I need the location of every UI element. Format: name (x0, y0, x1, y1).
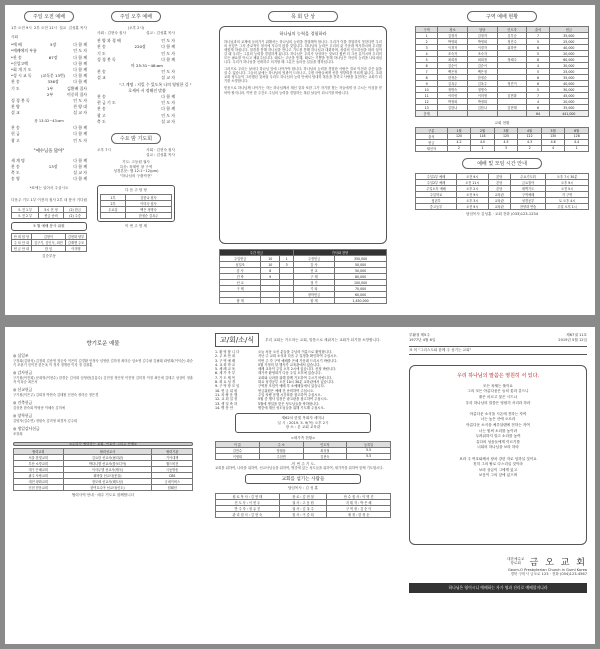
bulletin-outer-page (5, 327, 595, 644)
offering-row: 선 교 절 기 100,000 (220, 280, 387, 286)
mission-row: 인천 믿음교회 한여호수아 선교사(인도) 컴패션 (14, 485, 193, 491)
servants-subtitle: 담임목사 : 김 성 훈 (287, 486, 319, 491)
order-item: 광 고 인 도 자 (97, 112, 175, 118)
am-service-top: 1부 오전 9시 2부 오전 11시 설교 김성훈 목사 (11, 26, 87, 30)
news-item: 2. 주 보 안 내 지난 주 교회 소식과 다음 주 일정을 확인하여 주십시오. (215, 354, 338, 359)
servants-table (215, 493, 391, 518)
cover-verse-lines (414, 384, 582, 479)
servant-row: 전 도 사 : 이 현 우 권 사 : 고 동 원 지 휘 자 : 박 은 혜 (216, 499, 391, 505)
pastor-column-subtitle: 하나님의 능력을 경험하라 (279, 31, 327, 36)
order-item: 설 교 설 교 자 (11, 110, 87, 116)
church-prefix: 대한예수교 장로회 (506, 556, 525, 566)
newcomer-row: 이영희 주천면 김현숙 5.5 (216, 453, 391, 459)
verse-line: 그의 모든 아름다움은 들의 꽃과 같으니 (467, 389, 529, 394)
district-row: 6 김순이 김순이 4 30,000 (416, 63, 589, 69)
prayer-title: -이 번 주 기 도- (290, 461, 316, 466)
right-column (415, 11, 589, 311)
verse-line: 너는 높은 산에 오르라 (480, 417, 516, 422)
district-row: 9 김옥주 김옥주 정진이 6 40,000 (416, 81, 589, 87)
offering-group: ◎ 생일감사헌금 조창희 (13, 426, 40, 437)
verse-line: 보응이 그의 앞에 있으며 (478, 473, 518, 478)
seminar-line: 제62차 한빛 목회자 세미나 (281, 416, 325, 421)
church-name: 금 오 교 회 (529, 557, 587, 568)
wed-line: "하나님의 구출작전" (119, 174, 153, 178)
schedule-row: 중고등부 오전 9시 교육관 찬양대 연습 주일 오후 1시 (416, 203, 589, 209)
schedule-row: 청년부 오후 3시 교육관 성경공부 토 오후 4시 (416, 197, 589, 203)
offering-table: 주간 헌금 가사와 찬양 주일헌금 10 1 주정헌금 350,000 십일조 10 3 감 사 50,000 감 사 8 선 교 50,000 건 축 9 구 제 80,000 선 교 절 기 100,000 구 제 기 타 70,000 장학헌금 60,000 합 계 합 계 1,450,000 (219, 249, 387, 304)
pm-service-column (97, 11, 192, 311)
verse-line: 우리 하나님의 말씀은 영원히 서리라 하라 (465, 400, 531, 405)
cover-meta-2: 1977년 4월 6일 2019년 5월 12일 (409, 337, 587, 342)
mission-row: 대구 은혜교회 이사무엘 선교사(태국) 극동방송 (14, 467, 193, 473)
district-row: 12 박정희 박정희 4 20,000 (416, 99, 589, 105)
am-stand-note: *표에는 일어서 주십시오 (29, 185, 69, 190)
order-item: *회 개 기 도 다 함 께 (11, 67, 87, 72)
duty-table: 오 전 1 부 5시 전 정 (2) 한금 오 전 2 부 헌금 준비 (2) 주중 (11, 206, 87, 219)
seminar-line: 일 시 : 2019. 5. 9(목) 오후 2시 (277, 420, 329, 425)
pm-service-top: 사회 : 김현숙 집사 설교 : 김성훈 목사 (97, 30, 175, 35)
servant-row: 반 주 자 : 정 유 진 권 사 : 김 옥 주 구 역 장 : 김 순 이 (216, 505, 391, 511)
order-item: *예 배 5장 다 함 께 (11, 42, 87, 48)
schedule-row: 주일학교 오전 9시 교육관 구역예배 각 구역 (416, 191, 589, 197)
order-item: *예배에의 부름 인 도 자 (11, 48, 87, 54)
district-row: 8 한정순 한정순 6 35,000 (416, 75, 589, 81)
order-item: 찬 송 220장 다 함 께 (97, 44, 175, 50)
offering-notice: 이 번 주 명 제 (125, 224, 147, 229)
verse-line: 모든 육체는 풀이요 (482, 383, 514, 388)
district-row: 4 조숙자 조숙자 5 20,000 (416, 51, 589, 57)
newcomer-row: 김민수 영월읍 최상철 5.5 (216, 447, 391, 453)
order-item: *신앙고백 다 함 께 (11, 60, 87, 66)
offering-group: ◎ 장학헌금 김영자(김수연) 정원숙 김미영 최경자 김주희 (13, 413, 78, 424)
order-item: 마 25:31~46:am (131, 63, 163, 68)
news-header (215, 333, 391, 347)
am-sermon-quote: "예수님을 닮아" (33, 148, 65, 154)
offerings-title: 향기로운 예물 (86, 341, 120, 347)
table-header-row: 협력교회 협력선교사 협력기관 (14, 449, 193, 455)
servants-title: 교회를 섬기는 사람들 (245, 474, 361, 484)
pm-service-time: (오후 2시) (127, 26, 145, 30)
offering-row: 합 계 합 계 1,450,000 (220, 298, 387, 304)
wed-service-lines (97, 160, 175, 178)
order-item: 기 도 1부 김환배 집사 (11, 85, 87, 91)
order-item: 헌 금 다 함 께 (11, 131, 87, 137)
table-header-row: 구분 1월 2월 3월 4월 5월 6월 (416, 127, 589, 133)
news-column (215, 333, 391, 640)
district-row: 13 김한나 김한나 김현태 6 35,000 (416, 105, 589, 111)
wed-line: 특송: 육계빈 창 구역 (119, 164, 153, 169)
verse-line: 풀은 마르고 꽃은 시드나 (478, 394, 518, 399)
pastor-column-para-3: 믿음으로 하나님께 나아가는 자는 하나님께서 계신 것과 또한 그가 자기를 찾는 자들에게 상 주시는 이심을 믿어야 할지니라. 이번 한 주간도 주님의 능력을 경험하는 복된 날들이 되시기를 바랍니다. (224, 86, 382, 95)
wed-service-top: 오후 7시 사회 · 김현숙 집사 (97, 148, 175, 153)
order-item: 찬 송 인 도 자 (97, 69, 175, 75)
verse-line: 보라 주 여호와께서 장차 강한 자로 임하실 것이요 (459, 456, 537, 461)
schedule-row: 주일오후 예배 오후 2시 본당 새벽기도 오전 5시 (416, 185, 589, 191)
pastor-column-title: 목 회 단 상 (268, 11, 338, 22)
news-item: 1. 환 영 합 니 다 오늘 처음 오신 분들을 주님의 이름으로 환영합니다. (215, 350, 333, 354)
volunteer-title: 5 월 예배 봉사 위원 (11, 222, 87, 231)
schedule-row: 주일2부 예배 오전 11시 본당 금요철야 오후 9시 (416, 179, 589, 185)
news-item: 9. 구 역 장 모 임 구역장 모임이 예배 후 소예배실에서 있습니다. (215, 384, 325, 389)
attendance-header: 다음주 기도 1부 이전의 집사 2부 내 봉사 기다림 (11, 198, 87, 203)
pm-service-title: 주일 오후 예배 (111, 11, 161, 22)
order-item: "그 계명 : 지킬 수 있도록 나의 영원한 길 " (119, 81, 192, 87)
wed-preacher: 설교 : 김성훈 목사 (146, 152, 175, 157)
verse-line: 너는 힘써 소리를 높이라 (478, 428, 518, 433)
verse-line: 친히 그의 팔로 다스리실 것이라 (473, 462, 523, 467)
news-item: 8. 화 요 성 경 화요 성경공부 오전 10시 30분 교육관에서 있습니다. (215, 380, 335, 385)
order-item: *성 시 교 독 (교독문 13번) 다 함 께 (11, 73, 87, 79)
order-item: 찬 송 다 함 께 (97, 94, 175, 100)
district-row: 11 이미영 이미영 김현화 7 45,000 (416, 93, 589, 99)
am-service-title: 주일 오전 예배 (24, 11, 74, 22)
mission-row: 대전 평화교회 정모세 선교사(베트남) 굿네이버스 (14, 479, 193, 485)
pastor-column-para-1: 하나님과의 교제에 들어가기 위해서는 하나님의 능력을 경험해야 합니다. 우리가 이를 경험하지 못한다면 우리의 신앙은 그저 종교적인 형식에 지나지 않을 것입니다. 하나님의 능력은 우리의 삶 가운데 역사하시며 우리를 새롭게 하십니다. 말씀을 통해 하나님을 만나고 기도를 통해 하나님과 대화하며, 성령의 인도하심을 따라 살아갈 때 우리는 그분의 능력을 경험하게 됩니다. 하나님은 우리가 상상하는 것보다 훨씬 더 크신 분이시며 우리의 모든 필요를 아시고 채워주십니다. 때로는 고난을 통해, 때로는 기쁨을 통해 하나님은 자신의 능력을 나타내십니다. 우리가 하나님을 신뢰하고 의지할 때 그분은 놀라운 일들을 행하십니다. (224, 40, 382, 65)
districts-table (415, 26, 589, 117)
news-item: 10. 헌 금 위 원 헌금위원은 예배 전 준비하여 주십시오. (215, 388, 315, 393)
news-item: 11. 차 량 운 행 주일 차량 운행 시간표를 참고하여 주십시오. (215, 392, 322, 397)
verse-line: 너희의 하나님을 보라 하라 (477, 445, 519, 450)
offering-group: ◎ 감사헌금 구기원(이진희) 문희영(이현수) 한경순 김석희 임영란(김흥수) 김민정 정인영 이진영 김미정 이정 최인애 김태주 심상미 정춘자 이옥순 최은서 (13, 370, 193, 385)
offering-group: ◎ 선교헌금 구기원(이은주) 김희정 박현숙 김태원 신현숙 장미순 정은경 (13, 387, 99, 398)
news-item: 4. 교 회 학 교 5월 가정의 달 행사가 교육관에서 있습니다. (215, 362, 321, 367)
news-item: 13. 생 일 축 하 5월에 생일을 맞은 성도님들을 축하합니다. (215, 401, 320, 406)
verse-line: 보라 상급이 그에게 있고 (478, 467, 518, 472)
church-logo-block (409, 555, 587, 568)
bulletin-inner-page (5, 5, 595, 315)
verse-line: 아름다운 소식을 예루살렘에 전하는 자여 (466, 422, 530, 427)
news-list (215, 350, 391, 410)
duty-row: 한정순 김옥주 (101, 213, 172, 219)
district-total-row: 총계 64 441,000 (416, 111, 589, 117)
news-item: 12. 교 회 일 정 5월 중 행사 일정은 광고판을 참고하여 주십시오. (215, 397, 328, 402)
order-item: 찬 송 다 함 께 (11, 125, 87, 131)
wed-service-title: 수요 밤 기도회 (111, 133, 161, 144)
duty-row: 1부 김한나 집사 (101, 195, 172, 201)
prayer-text: 교회를 위하여, 나라를 위하여, 선교사님들을 위하여, 병중에 있는 성도들을 위하여, 새가족을 위하여 함께 기도합시다. (215, 466, 384, 471)
servant-row: 관 리 집 사 : 김 현 숙 집 사 : 이 중 희 재 정 : 한 정 순 (216, 511, 391, 517)
servant-row: 원 로 목 사 : 김 현 태 장 로 : 김 현 철 안 수 집 사 : 이 명 진 (216, 493, 391, 499)
offering-group: ◎ 건축헌금 김상현 한숙희 박형준 이혜숙 김미애 (13, 400, 65, 411)
wed-line: 기도: 고동원 권사 (122, 160, 150, 165)
order-item: 2부 이중희 집사 (46, 91, 87, 97)
mission-table (13, 448, 193, 491)
verse-line: 유다의 성읍들에게 이르기를 (476, 439, 520, 444)
schedule-footer: 담임목사 김성훈 · 교회 전화 (033)123-1234 (465, 211, 538, 216)
am-service-column (11, 11, 87, 311)
church-name-en: Geum-O Presbyterian Church in Gumi Korea (507, 567, 587, 572)
duty-row: 수요일 백은 정명숙 (101, 207, 172, 213)
am-order-list-2 (11, 125, 87, 144)
district-row: 1 김정자 김정자 김부순 7 35,000 (416, 33, 589, 39)
district-row: 7 백은정 백은정 5 25,000 (416, 69, 589, 75)
verse-line: 두려워하지 말고 소리를 높여 (475, 434, 521, 439)
duty-row: 2부 이미숙 집사 (101, 201, 172, 207)
offering-row: 감 사 8 선 교 50,000 (220, 268, 387, 274)
cover-verse-box (409, 365, 587, 545)
order-item: 성 경 봉 독 인 도 자 (11, 98, 87, 104)
order-item: 현 금 기 도 인 도 자 (97, 100, 175, 106)
newcomer-title: <새가족 현황> (290, 435, 316, 440)
volunteer-extra: 김순부동 (42, 253, 56, 258)
am-order-list-3 (11, 158, 87, 183)
cover-footer: 하나님은 영이시니 예배하는 자가 영과 진리로 예배할지니라 (409, 583, 587, 593)
offering-row: 주일헌금 10 1 주정헌금 350,000 (220, 256, 387, 262)
districts-title: 구역 예배 현황 (467, 11, 537, 22)
cover-column (409, 333, 587, 640)
order-item: 새 계 명 다 함 께 (11, 157, 87, 163)
district-row: 2 박영희 박영희 정진수 5 25,000 (416, 39, 589, 45)
volunteer-table: 안 내 담 당 김현이 김현화 양부 주 차 안 내 김구기, 김인식, 최민 김재엔 주모 헌 금 안 내 한 임 이미영 (11, 233, 87, 252)
verse-line: 아름다운 소식을 시온에 전하는 자여 (469, 411, 527, 416)
mission-row: 광주 사랑교회 최바울 선교사(몽골) CBS (14, 473, 193, 479)
offering-row: 장학헌금 60,000 (220, 292, 387, 298)
pm-order-list (97, 38, 192, 125)
order-item: 설 교 설 교 자 (97, 75, 175, 81)
order-item: 기 도 인 도 자 (97, 50, 175, 56)
mission-row: 부산 소망교회 박다니엘 선교사(캄보디아) 월드비전 (14, 461, 193, 467)
stats-row: 헌금 4.2 4.0 4.5 4.3 4.6 4.4 (416, 139, 589, 145)
order-item: 찬 송 13장 다 함 께 (11, 164, 87, 170)
news-item: 5. 세 례 교 육 세례 교육이 주일 오후 2시에 있습니다. 신청 바랍니다. (215, 367, 337, 372)
am-scripture: 창 13:32~43:am (34, 118, 64, 123)
offerings-column (13, 333, 193, 640)
stats-table (415, 127, 589, 152)
order-item: 찬 양 찬 양 대 (11, 104, 87, 110)
offering-row: 건 축 9 구 제 80,000 (220, 274, 387, 280)
seminar-box (235, 413, 371, 433)
order-item: 찬 송 다 함 께 (97, 106, 175, 112)
am-order-list (11, 42, 87, 116)
district-row: 5 최희정 최희정 정혜주 8 60,000 (416, 57, 589, 63)
order-item: 성 경 봉 독 다 함 께 (97, 56, 175, 62)
order-item: *찬 송 67장 다 함 께 (11, 54, 87, 60)
am-service-leader: 사회 (11, 34, 18, 39)
next-week-duty-table (100, 194, 172, 219)
stats-row: 새신자 2 1 3 2 4 1 (416, 145, 589, 151)
schedule-title: 예배 및 모임 시간 안내 (462, 158, 542, 169)
district-row: 10 정명숙 정명숙 5 30,000 (416, 87, 589, 93)
order-item: 축 도 설 교 자 (97, 118, 175, 124)
cover-meta-1: 부활절 제5주 제67권 11호 (409, 333, 587, 337)
order-item: 찬 송 336장 다 함 께 (11, 79, 87, 85)
cover-theme: 표 어 "그리스도와 함께 주 섬기는 교회" (409, 346, 587, 355)
offering-row: 구 제 기 타 70,000 (220, 286, 387, 292)
seminar-line: 장 소 : 본 교회 교육관 (285, 425, 321, 430)
stats-title: 교회 현황 (494, 121, 510, 125)
news-item: 3. 구 역 예 배 이번 주 각 구역 예배를 은혜 가운데 드리시기 바랍니다. (215, 358, 338, 363)
order-item: 송 영 다 함 께 (11, 176, 87, 182)
pastor-column-para-2: 그러므로 우리는 날마다 하나님 앞에 나아가야 합니다. 하나님의 능력을 경험한 사람은 결코 이전과 같은 삶을 살 수 없습니다. 그들의 삶에는 하나님의 영광이 드러나고, 주변 사람들에게 선한 영향력을 끼치게 됩니다. 초대교회 성도들이 그러했던 것처럼 우리도 하나님의 능력 안에서 담대히 복음을 전하고 사랑을 실천하는 교회가 되기를 소망합니다. (224, 67, 382, 84)
news-title: 교/회/소/식 (215, 333, 259, 347)
news-verse: 우리 교회는 기도하는 교회, 말씀으로 세워지는 교회가 되기를 소망합니다. (265, 337, 381, 342)
table-header-row: 구역 장소 담당 인도자 출석 헌금 (416, 27, 589, 33)
schedule-row: 주일1부 예배 오전 9시 본당 수요기도회 오후 7시 30분 (416, 173, 589, 179)
stats-row: 출석 120 118 125 122 130 128 (416, 133, 589, 139)
mission-title: <우리가 협력하는 교회, 선교사 그리고 단체> (13, 442, 193, 446)
order-item: 호세아 서 정해진 말씀 (128, 87, 166, 93)
church-address: 경북 구미시 금오로 123 · 전화 (054)123-4567 (510, 572, 587, 577)
news-item: 14. 병 문 안 병중에 계신 성도님들을 위해 기도해 주십시오. (215, 405, 325, 410)
schedule-table (415, 173, 589, 210)
cover-verse-title: 우리 하나님의 말씀은 영원히 서 있다. (457, 372, 539, 379)
order-item: 광 고 인 도 자 (11, 137, 87, 143)
pastor-column-box (219, 26, 387, 244)
news-item: 6. 새 가 족 부 새가족 환영회가 다음 주일 오후에 있습니다. (215, 371, 322, 376)
mission-row: 서울 한빛교회 김요한 선교사(필리핀) 기아대책 (14, 455, 193, 461)
mission-footer: 협력사역 안내 · 매주 기도로 함께합니다 (71, 493, 135, 498)
order-item: 찬 양 과 경 배 인 도 자 (97, 38, 175, 44)
wed-line: 성경본문: 행 12:1~12(pm) (113, 169, 159, 174)
next-week-duty: 다 음 주 담 당 1부 김한나 집사 2부 이미숙 집사 수요일 백은 정명숙 한정순 김옥주 (97, 185, 175, 223)
offerings-list (13, 353, 193, 436)
table-header-row: 이 름 주 소 인도자 등록일 (216, 441, 391, 447)
offering-row: 십일조 10 3 감 사 50,000 (220, 262, 387, 268)
pastor-column (219, 11, 387, 311)
offering-group: ◎ 십일조 구정희(김형석) 김정희 김준영 정순자 이은미 김경환 안정숙 임영란 김하정 최미순 임소영 김주필 김필래 곽양희(이익순) 곽순기 조춘기 신이진 한은옥 이 정자 정명란 이자 정 김광훈 (13, 353, 193, 368)
newcomer-table (215, 441, 391, 460)
district-row: 3 이경자 이경자 위하안 6 40,000 (416, 45, 589, 51)
news-item: 7. 기 도 제 목 교회와 나라를 위해 함께 기도하여 주시기 바랍니다. (215, 375, 333, 380)
order-item: 축 도 설 교 자 (11, 170, 87, 176)
